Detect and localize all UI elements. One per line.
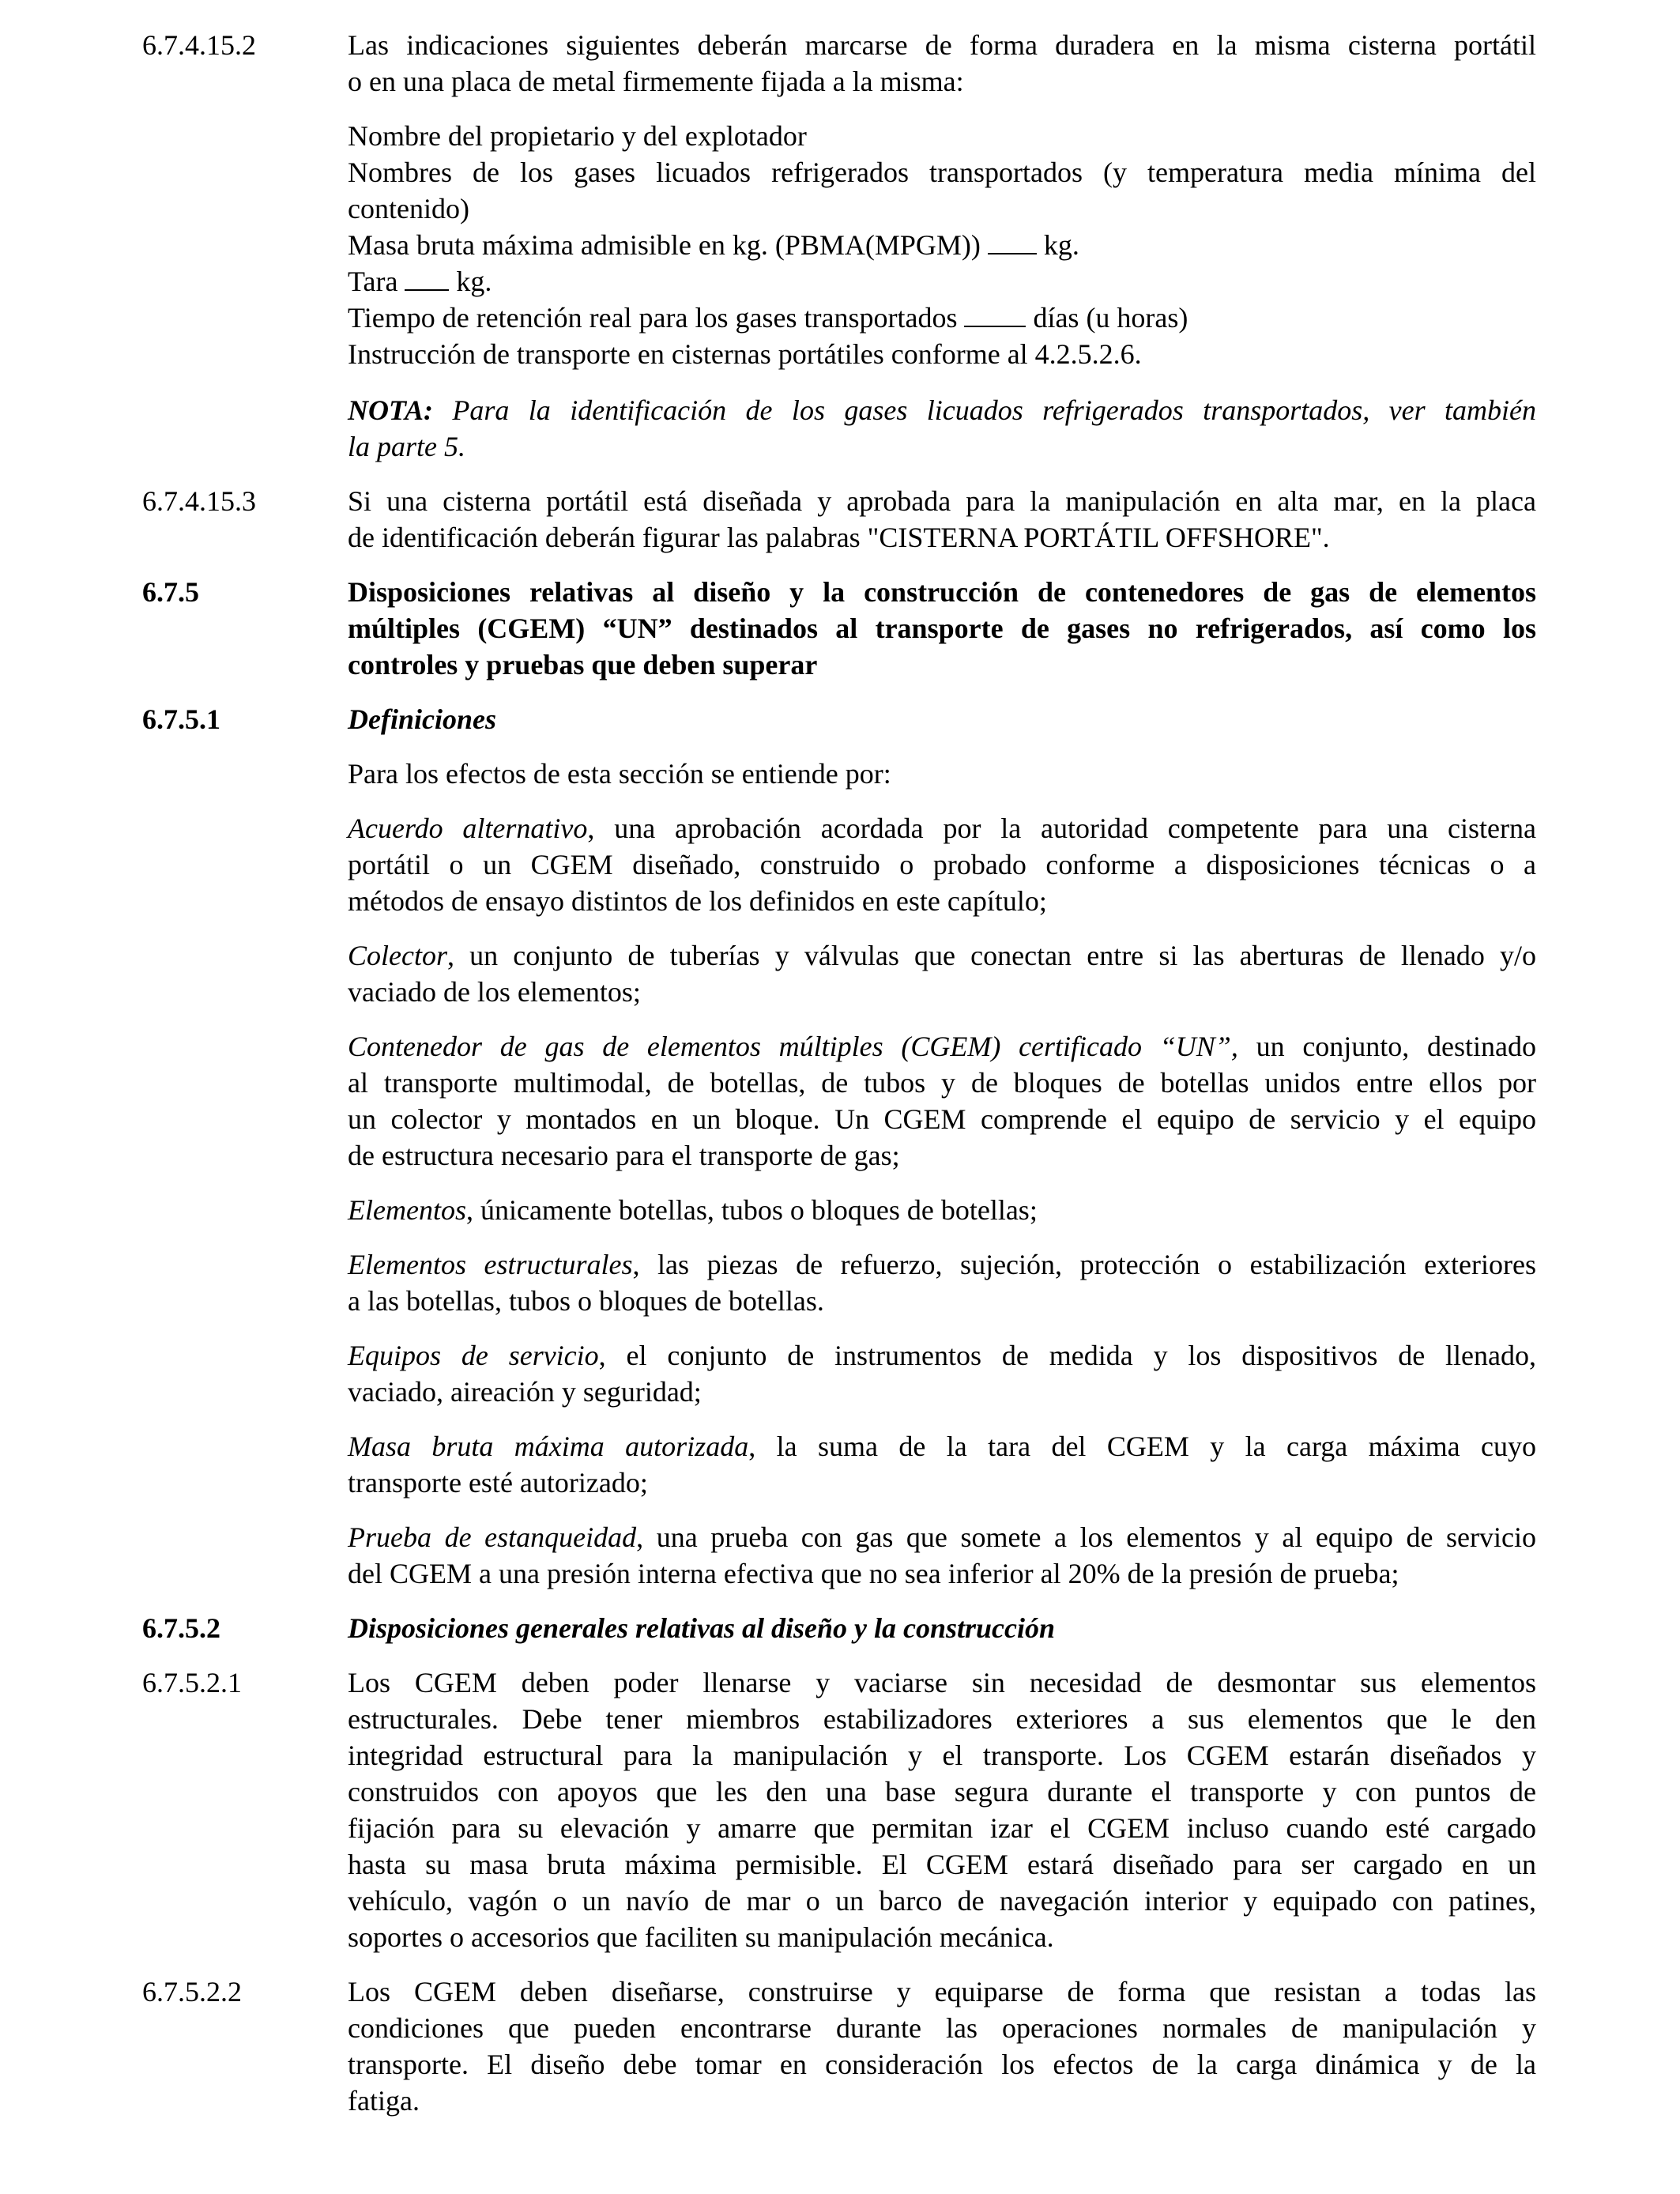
definition-term: Prueba de estanqueidad: [348, 1521, 637, 1553]
intro-text: Para los efectos de esta sección se entiende por:: [348, 758, 891, 790]
text-line: Los CGEM deben diseñarse, construirse y equiparse de forma que resistan a todas las: [348, 1976, 1536, 2007]
text-line: fatiga.: [348, 2085, 420, 2117]
heading-line: múltiples (CGEM) “UN” destinados al transporte de gases no refrigerados, así como los: [348, 613, 1536, 644]
unit-label: kg.: [1043, 229, 1079, 261]
definition-text: métodos de ensayo distintos de los definidos en este capítulo;: [348, 885, 1047, 917]
definition-text: vaciado de los elementos;: [348, 976, 641, 1008]
section-number: 6.7.5: [142, 576, 199, 608]
definition-text: portátil o un CGEM diseñado, construido o probado conforme a disposiciones técnicas o a: [348, 849, 1536, 880]
list-item: Nombres de los gases licuados refrigerados transportados (y temperatura media mínima del: [348, 156, 1536, 188]
definition-text: de estructura necesario para el transporte de gas;: [348, 1140, 900, 1171]
definition-text: transporte esté autorizado;: [348, 1467, 648, 1498]
definition-term: Elementos estructurales: [348, 1249, 633, 1280]
blank-line: [964, 303, 1026, 327]
section-number: 6.7.5.1: [142, 703, 220, 735]
definition-text: un colector y montados en un bloque. Un CGEM comprende el equipo de servicio y el equipo: [348, 1103, 1536, 1135]
text-line: soportes o accesorios que faciliten su manipulación mecánica.: [348, 1921, 1054, 1953]
definition-text: un conjunto, destinado: [1237, 1031, 1537, 1062]
note-text: Para la identificación de los gases licuados refrigerados transportados, ver también: [452, 394, 1536, 426]
definition-text: , una aprobación acordada por la autoridad competente para una cisterna: [587, 812, 1536, 844]
list-item: contenido): [348, 193, 469, 224]
definition-term: Equipos de servicio: [348, 1340, 599, 1371]
section-number: 6.7.5.2.1: [142, 1667, 242, 1698]
unit-label: kg.: [456, 266, 492, 297]
text-line: hasta su masa bruta máxima permisible. El CGEM estará diseñado para ser cargado en un: [348, 1849, 1536, 1880]
heading-line: Disposiciones relativas al diseño y la construcción de contenedores de gas de elementos: [348, 576, 1536, 608]
text-line: Los CGEM deben poder llenarse y vaciarse sin necesidad de desmontar sus elementos: [348, 1667, 1536, 1698]
definition-term: Elementos: [348, 1194, 466, 1226]
list-item: Nombre del propietario y del explotador: [348, 120, 807, 152]
note-label: NOTA:: [348, 394, 433, 426]
note-line: [348, 392, 1536, 428]
definition-term: Masa bruta máxima autorizada: [348, 1431, 749, 1462]
definition-text: , únicamente botellas, tubos o bloques de botellas;: [465, 1194, 1038, 1226]
definition-term: Colector: [348, 940, 447, 971]
definition-text: , una prueba con gas que somete a los elementos y al equipo de servicio: [636, 1521, 1536, 1553]
blank-line: [988, 231, 1037, 254]
note-line: la parte 5.: [348, 431, 465, 462]
list-item-text: Tara: [348, 266, 398, 297]
section-heading: [348, 574, 1536, 683]
heading-line: controles y pruebas que deben superar: [348, 649, 818, 680]
section-number: 6.7.4.15.3: [142, 485, 256, 517]
text-line: construidos con apoyos que les den una base segura durante el transporte y con puntos de: [348, 1776, 1536, 1808]
text-line: de identificación deberán figurar las palabras "CISTERNA PORTÁTIL OFFSHORE".: [348, 522, 1330, 553]
definition-text: a las botellas, tubos o bloques de botellas.: [348, 1285, 824, 1317]
text-line: transporte. El diseño debe tomar en consideración los efectos de la carga dinámica y de la: [348, 2049, 1536, 2080]
text-line: Las indicaciones siguientes deberán marcarse de forma duradera en la misma cisterna portátil: [348, 29, 1536, 61]
section-title: Definiciones: [348, 703, 496, 735]
text-line: estructurales. Debe tener miembros estabilizadores exteriores a sus elementos que le den: [348, 1703, 1536, 1735]
definition-term: Acuerdo alternativo: [348, 812, 588, 844]
text-line: o en una placa de metal firmemente fijada a la misma:: [348, 66, 964, 97]
unit-label: días (u horas): [1033, 302, 1188, 334]
text-line: Si una cisterna portátil está diseñada y aprobada para la manipulación en alta mar, en la placa: [348, 485, 1536, 517]
definition-text: vaciado, aireación y seguridad;: [348, 1376, 702, 1408]
definition-text: , las piezas de refuerzo, sujeción, protección o estabilización exteriores: [632, 1249, 1536, 1280]
blank-line: [405, 267, 449, 291]
text-line: condiciones que pueden encontrarse durante las operaciones normales de manipulación y: [348, 2012, 1536, 2044]
text-line: vehículo, vagón o un navío de mar o un barco de navegación interior y equipado con patines,: [348, 1885, 1536, 1917]
definition-text: , un conjunto de tuberías y válvulas que conectan entre si las aberturas de llenado y/o: [446, 940, 1536, 971]
list-item: [348, 263, 1536, 300]
definition-text: del CGEM a una presión interna efectiva que no sea inferior al 20% de la presión de prueba;: [348, 1558, 1399, 1589]
definition-term: Contenedor de gas de elementos múltiples (CGEM) certificado “UN”,: [348, 1031, 1238, 1062]
list-item: [348, 227, 1536, 263]
definition-text: , la suma de la tara del CGEM y la carga máxima cuyo: [748, 1431, 1537, 1462]
list-item: Instrucción de transporte en cisternas portátiles conforme al 4.2.5.2.6.: [348, 338, 1142, 370]
definition-text: al transporte multimodal, de botellas, de tubos y de bloques de botellas unidos entre ellos por: [348, 1067, 1536, 1099]
section-number: 6.7.4.15.2: [142, 29, 256, 61]
list-item: [348, 300, 1536, 336]
section-number: 6.7.5.2: [142, 1612, 220, 1644]
section-number: 6.7.5.2.2: [142, 1976, 242, 2007]
definition-text: , el conjunto de instrumentos de medida y los dispositivos de llenado,: [598, 1340, 1536, 1371]
text-line: fijación para su elevación y amarre que permitan izar el CGEM incluso cuando esté cargado: [348, 1812, 1536, 1844]
list-item-text: Tiempo de retención real para los gases transportados: [348, 302, 958, 334]
section-title: Disposiciones generales relativas al diseño y la construcción: [348, 1612, 1055, 1644]
list-item-text: Masa bruta máxima admisible en kg. (PBMA(MPGM)): [348, 229, 981, 261]
text-line: integridad estructural para la manipulación y el transporte. Los CGEM estarán diseñados y: [348, 1740, 1536, 1771]
section-text: [348, 27, 1536, 100]
